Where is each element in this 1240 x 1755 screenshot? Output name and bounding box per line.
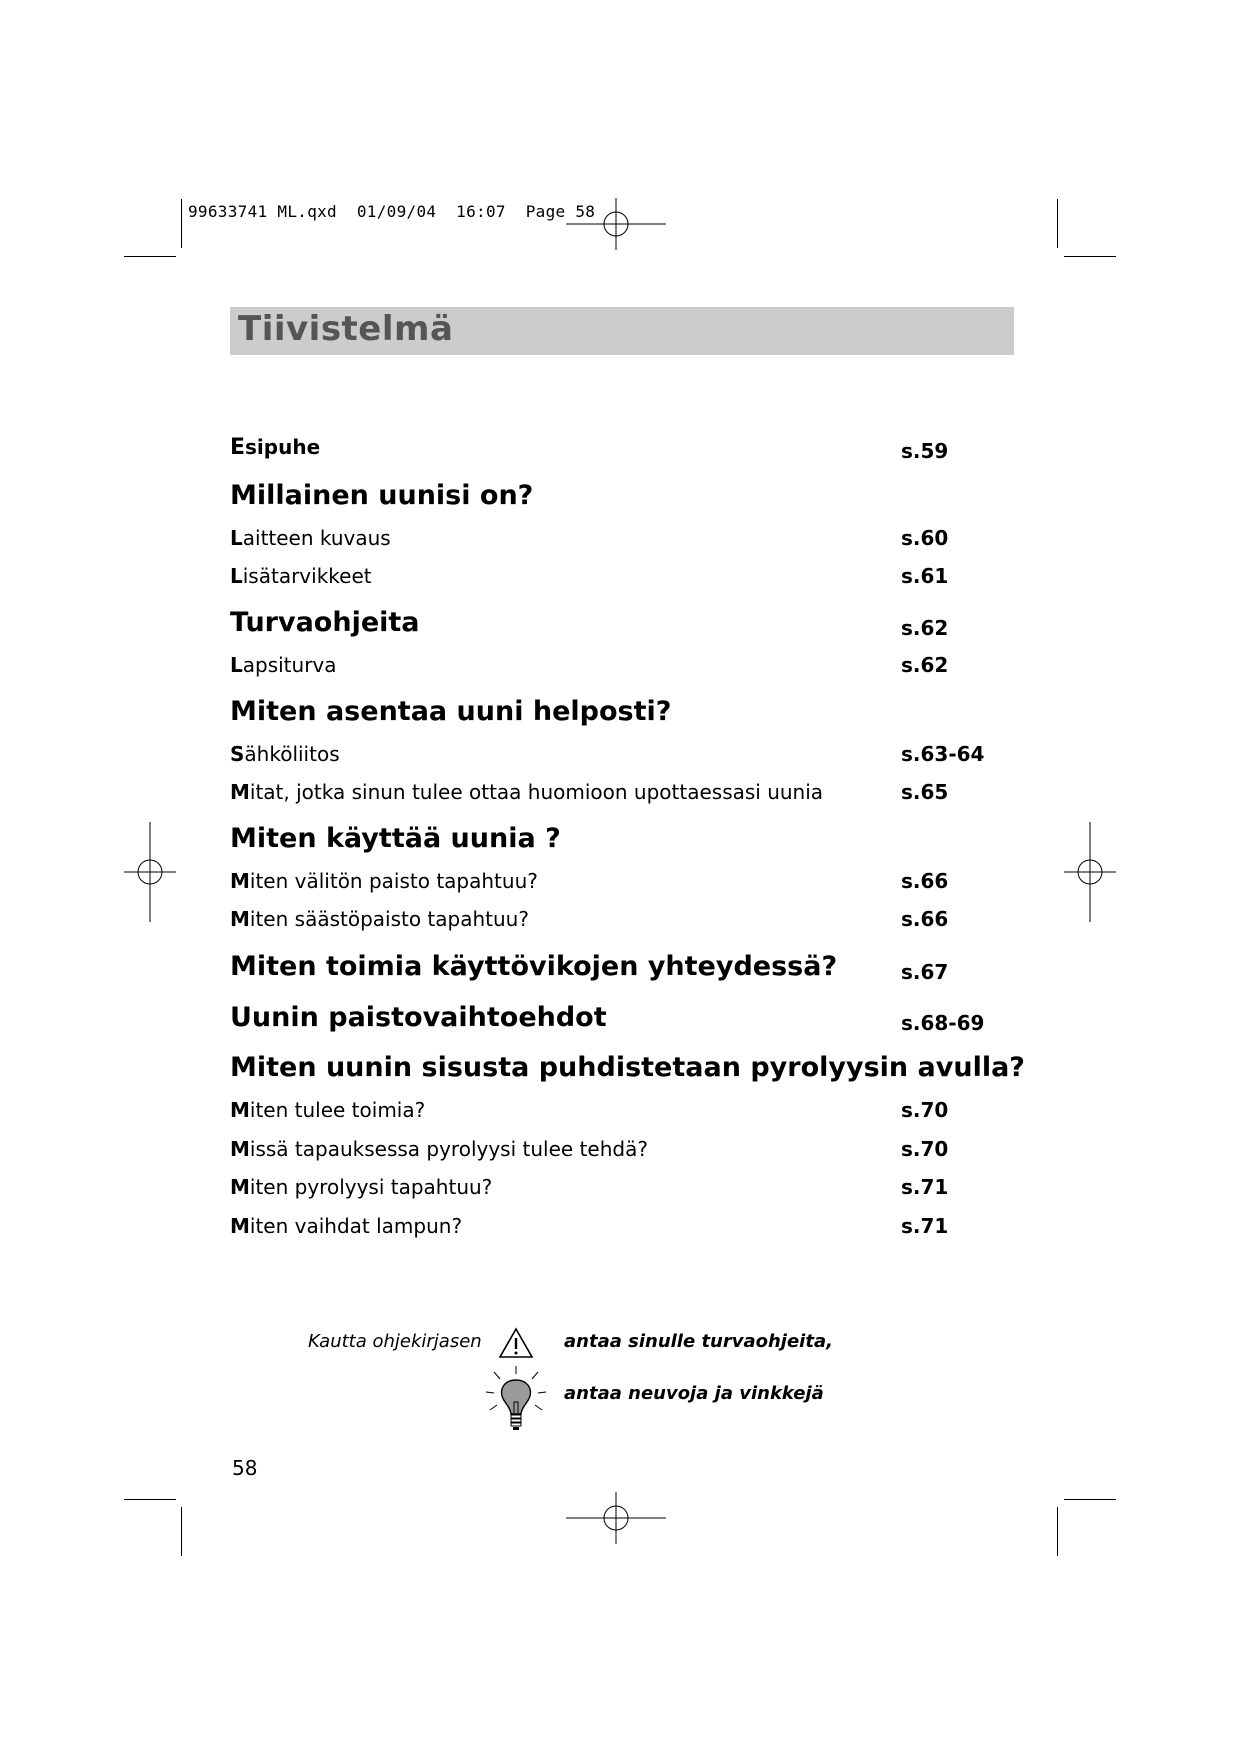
toc-page-ref: s.63-64 <box>901 742 985 766</box>
registration-mark-icon <box>124 822 176 922</box>
registration-mark-icon <box>1064 822 1116 922</box>
toc-page-ref: s.62 <box>901 616 949 640</box>
legend-tip-text: antaa neuvoja ja vinkkejä <box>564 1383 824 1404</box>
toc-heading-label: Uunin paistovaihtoehdot <box>230 1002 607 1033</box>
toc-heading-label: Miten asentaa uuni helposti? <box>230 696 672 727</box>
crop-mark <box>1064 256 1116 257</box>
registration-mark-icon <box>566 1492 666 1544</box>
toc-page-ref: s.67 <box>901 960 949 984</box>
toc-page-ref: s.65 <box>901 780 949 804</box>
toc-page-ref: s.66 <box>901 907 949 931</box>
crop-mark <box>1057 199 1058 248</box>
toc-page-ref: s.60 <box>901 526 949 550</box>
print-slug: 99633741 ML.qxd 01/09/04 16:07 Page 58 <box>188 202 596 221</box>
legend-warning-text: antaa sinulle turvaohjeita, <box>564 1331 833 1352</box>
toc-page-ref: s.70 <box>901 1098 949 1122</box>
toc-page-ref: s.62 <box>901 653 949 677</box>
toc-page-ref: s.71 <box>901 1214 949 1238</box>
warning-icon <box>498 1327 534 1359</box>
toc-page-ref: s.61 <box>901 564 949 588</box>
crop-mark <box>124 256 176 257</box>
toc-heading-label: Millainen uunisi on? <box>230 480 534 511</box>
toc-heading-label: Miten uunin sisusta puhdistetaan pyrolyysin avulla? <box>230 1052 1025 1083</box>
crop-mark <box>181 1507 182 1556</box>
toc-page-ref: s.70 <box>901 1137 949 1161</box>
lightbulb-icon <box>484 1364 548 1436</box>
crop-mark <box>124 1499 176 1500</box>
toc-page-ref: s.71 <box>901 1175 949 1199</box>
toc-heading-label: Miten käyttää uunia ? <box>230 823 561 854</box>
crop-mark <box>181 199 182 248</box>
page-number: 58 <box>232 1456 258 1480</box>
section-header <box>230 307 1014 355</box>
toc-entry-label: Esipuhe <box>230 435 321 460</box>
page-title: Tiivistelmä <box>238 309 454 349</box>
toc-page-ref: s.66 <box>901 869 949 893</box>
toc-page-ref: s.59 <box>901 439 949 463</box>
crop-mark <box>1057 1507 1058 1556</box>
toc-heading-label: Turvaohjeita <box>230 607 420 638</box>
toc-page-ref: s.68-69 <box>901 1011 985 1035</box>
toc-heading-label: Miten toimia käyttövikojen yhteydessä? <box>230 951 838 982</box>
legend-intro: Kautta ohjekirjasen <box>308 1331 482 1352</box>
crop-mark <box>1064 1499 1116 1500</box>
